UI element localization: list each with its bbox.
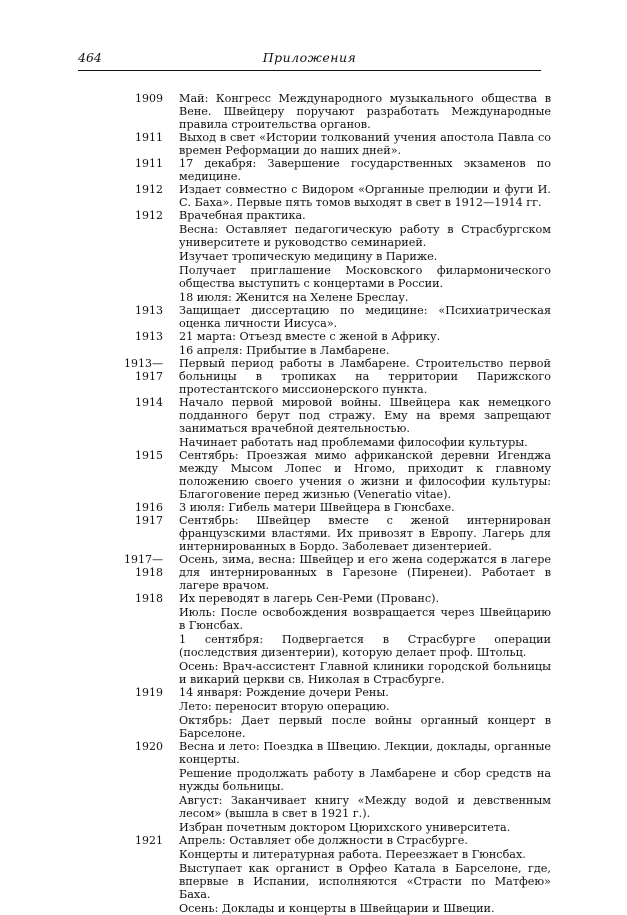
entry-paragraph: 14 января: Рождение дочери Рены. [179, 686, 389, 699]
chronology-entry [100, 592, 570, 686]
chronology-entry [100, 514, 570, 553]
entry-paragraph: 17 декабря: Завершение государственных экзаменов по медицине. [179, 157, 551, 183]
entry-text [179, 131, 551, 157]
entry-text [179, 449, 551, 501]
entry-text [179, 686, 551, 740]
chronology-entry [100, 396, 570, 449]
page-number: 464 [78, 50, 102, 65]
entry-year: 1911 [135, 131, 163, 144]
entry-year: 1911 [135, 157, 163, 170]
entry-paragraph: Защищает диссертацию по медицине: «Психиатрическая оценка личности Иисуса». [179, 304, 551, 330]
entry-paragraph: Начинает работать над проблемами философии культуры. [179, 436, 528, 449]
entry-year: 1919 [135, 686, 163, 699]
running-header [78, 50, 541, 68]
entry-paragraph: Осень, зима, весна: Швейцер и его жена содержатся в лагере для интернированных в Гарезоне (Пиренеи). Работает в лагере врачом. [179, 553, 551, 592]
chronology-list [100, 92, 570, 915]
entry-paragraph: Июль: После освобождения возвращается через Швейцарию в Гюнсбах. [179, 606, 551, 632]
entry-paragraph: Осень: Доклады и концерты в Швейцарии и Швеции. [179, 902, 495, 915]
entry-year: 1912 [135, 209, 163, 222]
entry-paragraph: Сентябрь: Швейцер вместе с женой интернирован французскими властями. Их привозят в Европу. Лагерь для интернированных в Бордо. Заболевает дизентерией. [179, 514, 551, 553]
entry-paragraph: 16 апреля: Прибытие в Ламбарене. [179, 344, 390, 357]
chronology-entry [100, 501, 570, 514]
entry-text [179, 304, 551, 330]
entry-year: 1913 [135, 304, 163, 317]
entry-text [179, 357, 551, 396]
chronology-entry [100, 357, 570, 396]
entry-paragraph: Лето: переносит вторую операцию. [179, 700, 390, 713]
chronology-entry [100, 157, 570, 183]
chronology-entry [100, 92, 570, 131]
chronology-entry [100, 553, 570, 592]
entry-paragraph: Май: Конгресс Международного музыкального общества в Вене. Швейцеру поручают разработать Международные правила строительства органов. [179, 92, 551, 131]
entry-paragraph: Их переводят в лагерь Сен-Реми (Прованс). [179, 592, 440, 605]
chronology-entry [100, 304, 570, 330]
entry-year: 1920 [135, 740, 163, 753]
entry-year: 1913—1917 [124, 357, 163, 383]
entry-paragraph: Концерты и литературная работа. Переезжает в Гюнсбах. [179, 848, 526, 861]
chronology-entry [100, 449, 570, 501]
entry-year: 1917 [135, 514, 163, 527]
entry-year: 1918 [135, 592, 163, 605]
entry-text [179, 592, 551, 686]
chronology-entry [100, 686, 570, 740]
entry-paragraph: Начало первой мировой войны. Швейцера как немецкого подданного берут под стражу. Ему на время запрещают заниматься врачебной деятельностью. [179, 396, 551, 435]
entry-year: 1921 [135, 834, 163, 847]
entry-text [179, 183, 551, 209]
entry-text [179, 330, 551, 357]
entry-text [179, 396, 551, 449]
entry-paragraph: 1 сентября: Подвергается в Страсбурге операции (последствия дизентерии), которую делает проф. Штольц. [179, 633, 551, 659]
chronology-entry [100, 834, 570, 915]
chronology-entry [100, 740, 570, 834]
entry-year: 1913 [135, 330, 163, 343]
entry-text [179, 514, 551, 553]
chronology-entry [100, 330, 570, 357]
entry-year: 1909 [135, 92, 163, 105]
entry-text [179, 209, 551, 304]
entry-year: 1912 [135, 183, 163, 196]
entry-paragraph: Весна: Оставляет педагогическую работу в Страсбургском университете и руководство семинарией. [179, 223, 551, 249]
entry-text [179, 553, 551, 592]
entry-year: 1915 [135, 449, 163, 462]
entry-paragraph: Весна и лето: Поездка в Швецию. Лекции, доклады, органные концерты. [179, 740, 551, 766]
entry-paragraph: Врачебная практика. [179, 209, 306, 222]
entry-text [179, 501, 551, 514]
entry-paragraph: 18 июля: Женится на Хелене Бреслау. [179, 291, 409, 304]
entry-paragraph: 3 июля: Гибель матери Швейцера в Гюнсбахе. [179, 501, 455, 514]
entry-paragraph: Первый период работы в Ламбарене. Строительство первой больницы в тропиках на территории Парижского протестантского миссионерского пункта. [179, 357, 551, 396]
chronology-entry [100, 183, 570, 209]
entry-text [179, 92, 551, 131]
entry-paragraph: Издает совместно с Видором «Органные прелюдии и фуги И. С. Баха». Первые пять томов выходят в свет в 1912—1914 гг. [179, 183, 551, 209]
chronology-entry [100, 131, 570, 157]
entry-year: 1914 [135, 396, 163, 409]
entry-paragraph: Выход в свет «Истории толкований учения апостола Павла со времен Реформации до наших дней». [179, 131, 551, 157]
chronology-entry [100, 209, 570, 304]
entry-paragraph: Сентябрь: Проезжая мимо африканской деревни Игенджа между Мысом Лопес и Нгомо, приходит к главному положению своего учения о жизни и философии культуры: Благоговение перед жизнью (Veneratio vitae). [179, 449, 551, 501]
entry-paragraph: 21 марта: Отъезд вместе с женой в Африку. [179, 330, 441, 343]
entry-paragraph: Решение продолжать работу в Ламбарене и сбор средств на нужды больницы. [179, 767, 551, 793]
entry-paragraph: Осень: Врач-ассистент Главной клиники городской больницы и викарий церкви св. Николая в Страсбурге. [179, 660, 551, 686]
entry-paragraph: Изучает тропическую медицину в Париже. [179, 250, 438, 263]
entry-year: 1916 [135, 501, 163, 514]
entry-paragraph: Август: Заканчивает книгу «Между водой и девственным лесом» (вышла в свет в 1921 г.). [179, 794, 551, 820]
entry-paragraph: Избран почетным доктором Цюрихского университета. [179, 821, 511, 834]
entry-text [179, 740, 551, 834]
entry-paragraph: Октябрь: Дает первый после войны органный концерт в Барселоне. [179, 714, 551, 740]
entry-text [179, 834, 551, 915]
running-title: Приложения [262, 50, 357, 65]
header-rule [78, 70, 541, 71]
entry-year: 1917—1918 [124, 553, 163, 579]
entry-paragraph: Получает приглашение Московского филармонического общества выступить с концертами в России. [179, 264, 551, 290]
entry-paragraph: Апрель: Оставляет обе должности в Страсбурге. [179, 834, 468, 847]
entry-paragraph: Выступает как органист в Орфео Катала в Барселоне, где, впервые в Испании, исполняются «Страсти по Матфею» Баха. [179, 862, 551, 901]
entry-text [179, 157, 551, 183]
